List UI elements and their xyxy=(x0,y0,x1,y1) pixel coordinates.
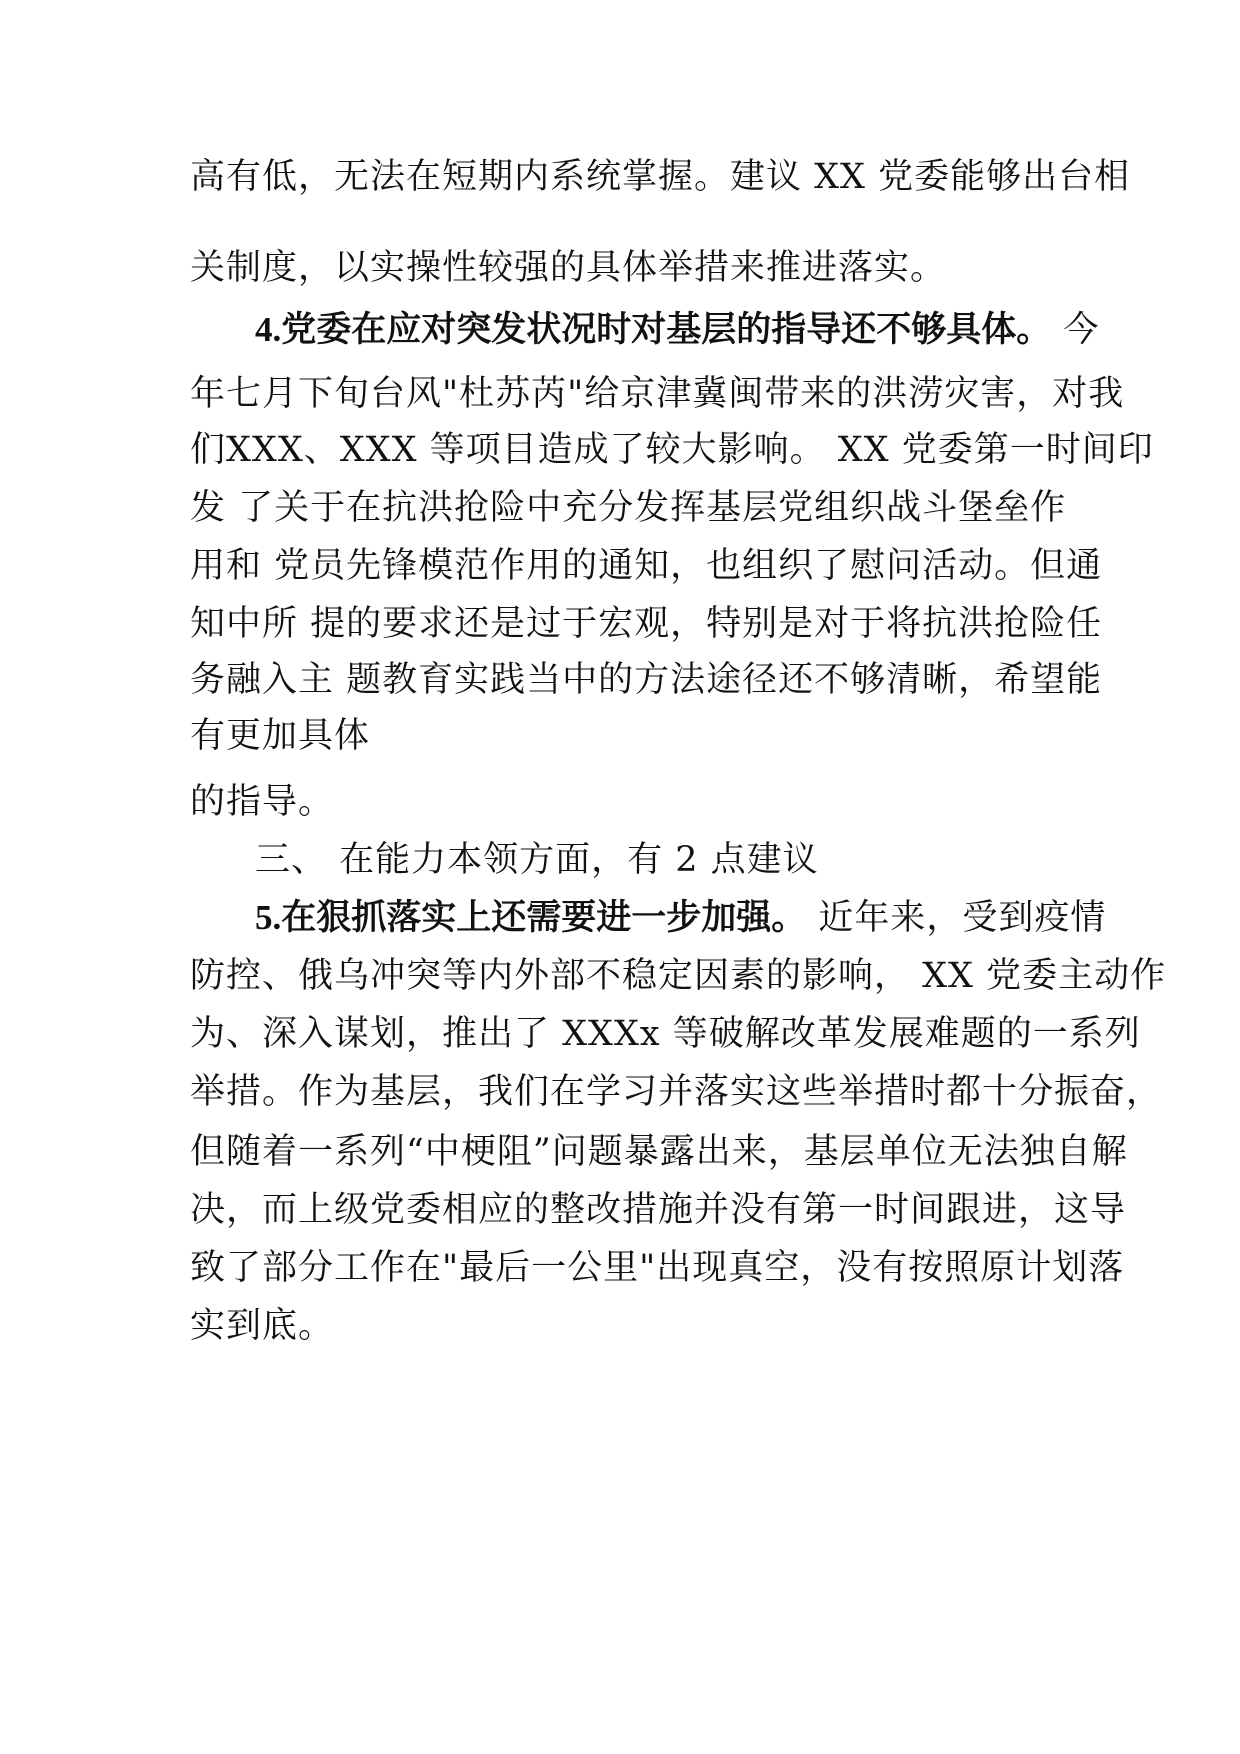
body-text-line: 高有低，无法在短期内系统掌握。建议 XX 党委能够出台相 xyxy=(190,157,1131,197)
body-text-line: 为、深入谋划，推出了 XXXx 等破解改革发展难题的一系列 xyxy=(190,1014,1141,1054)
body-text-line: 关制度，以实操性较强的具体举措来推进落实。 xyxy=(190,248,947,288)
body-text-line: 防控、俄乌冲突等内外部不稳定因素的影响， XX 党委主动作 xyxy=(190,956,1167,996)
item-5-heading: 5.在狠抓落实上还需要进一步加强。 xyxy=(255,898,807,937)
item-5-line xyxy=(255,896,1106,940)
item-5-text: 近年来，受到疫情 xyxy=(806,898,1107,938)
section-3-title: 三、 在能力本领方面，有 2 点建议 xyxy=(255,840,819,880)
item-4-text: 今 xyxy=(1051,310,1100,350)
body-text-line: 知中所 提的要求还是过于宏观，特别是对于将抗洪抢险任 xyxy=(190,604,1103,644)
body-text-line: 务融入主 题教育实践当中的方法途径还不够清晰，希望能 xyxy=(190,660,1103,700)
body-text-line: 但随着一系列“中梗阻”问题暴露出来，基层单位无法独自解 xyxy=(190,1132,1128,1172)
body-text-line: 年七月下旬台风"杜苏芮"给京津冀闽带来的洪涝灾害，对我 xyxy=(190,374,1125,414)
item-4-line xyxy=(255,308,1099,352)
body-text-line: 发 了关于在抗洪抢险中充分发挥基层党组织战斗堡垒作 xyxy=(190,488,1067,528)
body-text-line: 致了部分工作在"最后一公里"出现真空，没有按照原计划落 xyxy=(190,1248,1125,1288)
item-4-heading: 4.党委在应对突发状况时对基层的指导还不够具体。 xyxy=(255,310,1052,349)
body-text-line: 用和 党员先锋模范作用的通知，也组织了慰问活动。但通 xyxy=(190,546,1103,586)
body-text-line: 们XXX、XXX 等项目造成了较大影响。 XX 党委第一时间印 xyxy=(190,430,1154,470)
body-text-line: 实到底。 xyxy=(190,1306,335,1346)
body-text-line: 的指导。 xyxy=(190,782,335,822)
body-text-line: 有更加具体 xyxy=(190,716,371,756)
body-text-line: 决，而上级党委相应的整改措施并没有第一时间跟进，这导 xyxy=(190,1190,1127,1230)
body-text-line: 举措。作为基层，我们在学习并落实这些举措时都十分振奋， xyxy=(190,1072,1163,1112)
